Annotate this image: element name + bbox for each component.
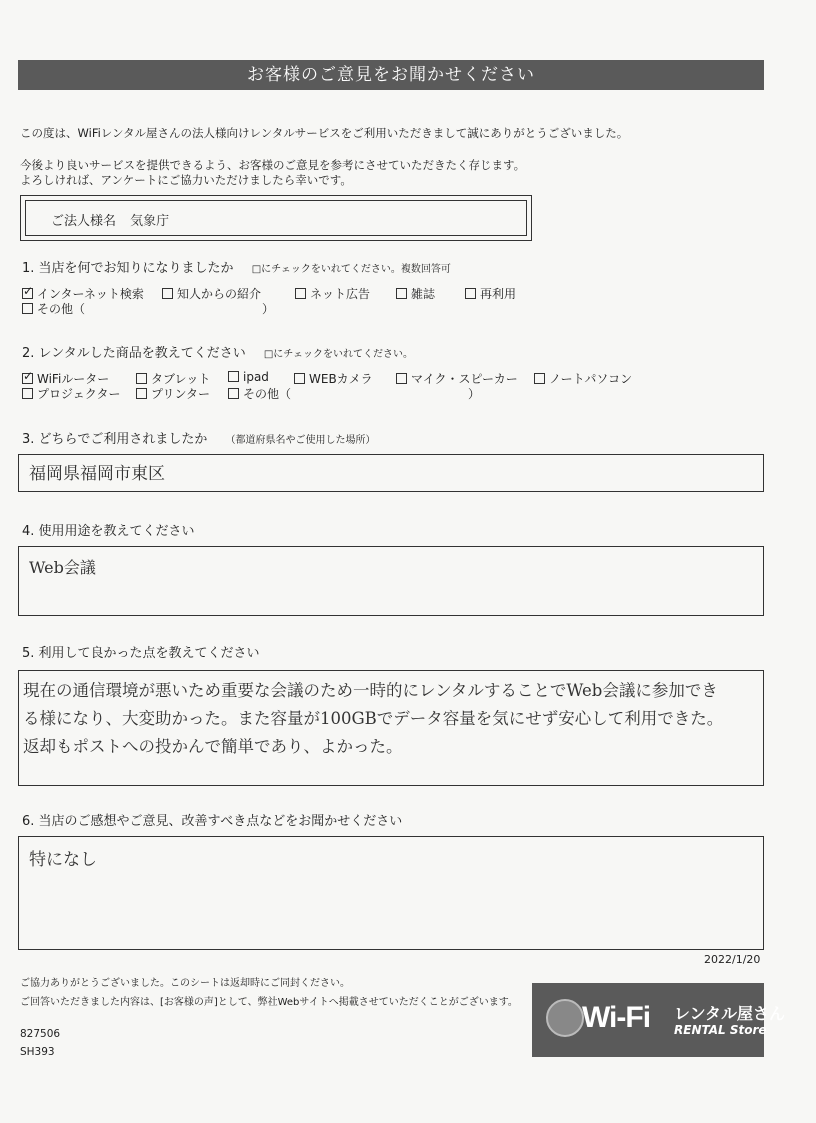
- q5-answer-line-1: 現在の通信環境が悪いため重要な会議のため一時的にレンタルすることでWeb会議に参加でき: [23, 681, 718, 700]
- q6-answer-box[interactable]: [18, 836, 764, 950]
- q5-answer-line-3: 返却もポストへの投かんで簡単であり、よかった。: [23, 737, 403, 756]
- company-box: [20, 195, 532, 241]
- q2-note: □にチェックをいれてください。: [263, 349, 413, 360]
- q3-title: 3. どちらでご利用されましたか （都道府県名やご使用した場所）: [22, 432, 376, 447]
- logo-jp-text: レンタル屋さん: [674, 1004, 785, 1023]
- q1-option-other[interactable]: その他（: [22, 300, 85, 317]
- checkbox-icon[interactable]: [228, 371, 239, 382]
- q2-option-other-close: ）: [468, 387, 481, 401]
- q2-option-mic-speaker[interactable]: マイク・スピーカー: [396, 370, 518, 387]
- checkbox-icon[interactable]: [465, 288, 476, 299]
- q5-answer-box[interactable]: [18, 670, 764, 786]
- checkbox-icon[interactable]: [534, 373, 545, 384]
- q1-option-magazine[interactable]: 雑誌: [396, 285, 435, 302]
- q1-option-reuse[interactable]: 再利用: [465, 285, 516, 302]
- checkbox-icon[interactable]: [396, 373, 407, 384]
- logo-wifi-text: Wi-Fi: [582, 1001, 651, 1034]
- q2-option-other[interactable]: その他（: [228, 385, 291, 402]
- q1-title: 1. 当店を何でお知りになりましたか □にチェックをいれてください。複数回答可: [22, 261, 451, 276]
- checkbox-icon[interactable]: [22, 288, 33, 299]
- q2-option-projector[interactable]: プロジェクター: [22, 385, 121, 402]
- intro-line-1: この度は、WiFiレンタル屋さんの法人様向けレンタルサービスをご利用いただきまして誠にありがとうございました。: [20, 126, 629, 140]
- q3-note: （都道府県名やご使用した場所）: [225, 435, 376, 446]
- checkbox-icon[interactable]: [396, 288, 407, 299]
- q5-title: 5. 利用して良かった点を教えてください: [22, 646, 260, 661]
- company-label: ご法人様名: [51, 214, 117, 229]
- q1-option-referral[interactable]: 知人からの紹介: [162, 285, 261, 302]
- checkbox-icon[interactable]: [162, 288, 173, 299]
- checkbox-icon[interactable]: [22, 303, 33, 314]
- intro-line-3: よろしければ、アンケートにご協力いただけましたら幸いです。: [20, 173, 352, 187]
- q2-option-tablet[interactable]: タブレット: [136, 370, 210, 387]
- q3-answer-box[interactable]: [18, 454, 764, 492]
- footer-thanks: ご協力ありがとうございました。このシートは返却時にご同封ください。: [20, 978, 350, 989]
- q2-option-wifi-router[interactable]: ✓WiFiルーター: [22, 370, 109, 387]
- q5-answer-line-2: る様になり、大変助かった。また容量が100GBでデータ容量を気にせず安心して利用できた。: [23, 709, 724, 728]
- checkbox-icon[interactable]: [295, 288, 306, 299]
- footer-code-2: SH393: [20, 1046, 55, 1058]
- mascot-icon: [546, 999, 584, 1037]
- checkbox-icon[interactable]: [22, 388, 33, 399]
- checkbox-icon[interactable]: [136, 373, 147, 384]
- checkbox-icon[interactable]: [136, 388, 147, 399]
- checkbox-icon[interactable]: [22, 373, 33, 384]
- q1-option-other-close: ）: [262, 302, 275, 316]
- q6-title: 6. 当店のご感想やご意見、改善すべき点などをお聞かせください: [22, 814, 403, 829]
- footer-notice: ご回答いただきました内容は、[お客様の声]として、弊社Webサイトへ掲載させていただくことがございます。: [20, 997, 518, 1008]
- q6-answer: 特になし: [29, 850, 97, 870]
- intro-line-2: 今後より良いサービスを提供できるよう、お客様のご意見を参考にさせていただきたく存じます。: [20, 158, 526, 172]
- company-value: 気象庁: [130, 214, 170, 229]
- q4-answer-box[interactable]: [18, 546, 764, 616]
- brand-logo: [532, 983, 785, 1057]
- q2-option-laptop[interactable]: ノートパソコン: [534, 370, 632, 387]
- checkbox-icon[interactable]: [294, 373, 305, 384]
- q2-option-web-camera[interactable]: WEBカメラ: [294, 370, 373, 387]
- q2-option-printer[interactable]: プリンター: [136, 385, 210, 402]
- footer-code-1: 827506: [20, 1028, 61, 1040]
- q2-option-ipad[interactable]: ipad: [228, 370, 269, 384]
- q1-option-net-ad[interactable]: ネット広告: [295, 285, 370, 302]
- logo-en-text: RENTAL Store: [674, 1023, 767, 1037]
- q4-answer: Web会議: [29, 558, 96, 577]
- survey-date: 2022/1/20: [704, 953, 761, 966]
- q1-note: □にチェックをいれてください。複数回答可: [251, 264, 451, 275]
- q4-title: 4. 使用用途を教えてください: [22, 524, 195, 539]
- checkbox-icon[interactable]: [228, 388, 239, 399]
- page-title: お客様のご意見をお聞かせください: [18, 60, 764, 90]
- q2-title: 2. レンタルした商品を教えてください □にチェックをいれてください。: [22, 346, 413, 361]
- q1-option-internet[interactable]: ✓インターネット検索: [22, 285, 144, 302]
- q3-answer: 福岡県福岡市東区: [29, 464, 165, 484]
